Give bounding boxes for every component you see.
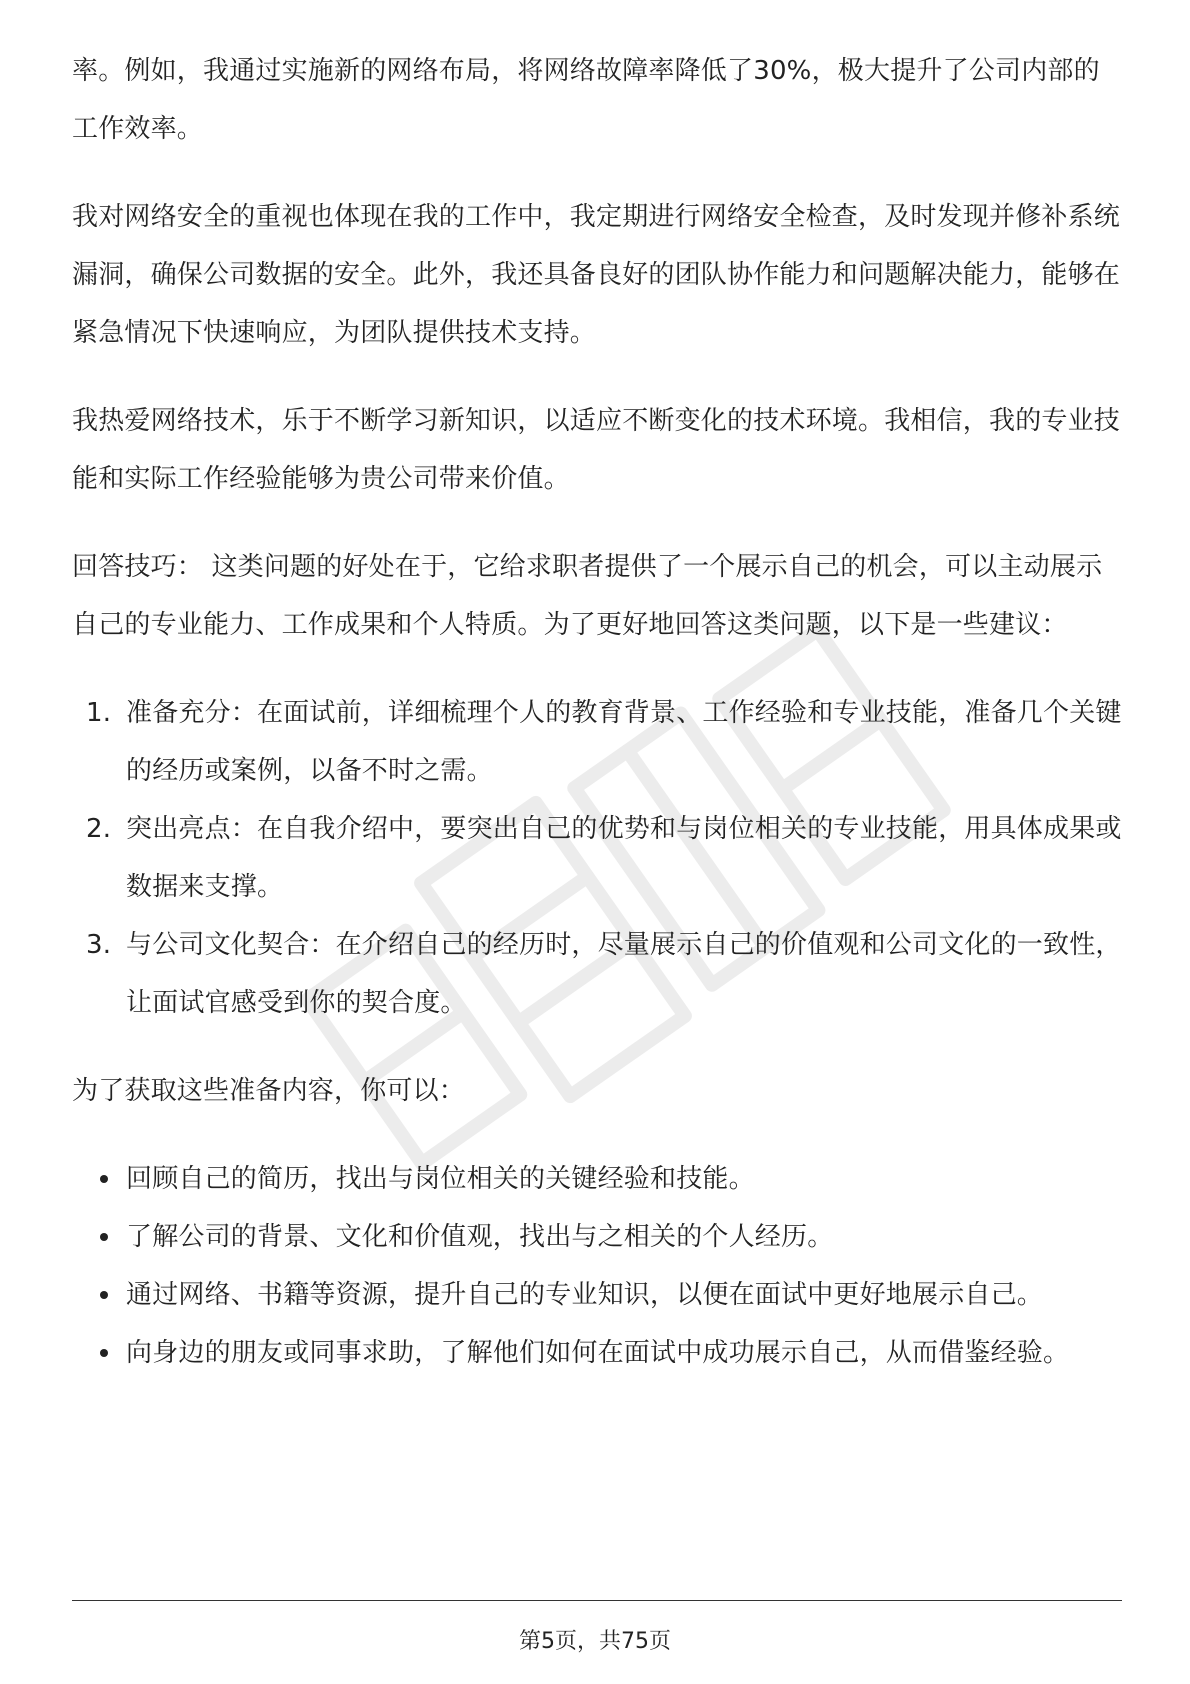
paragraph-preparation-intro: 为了获取这些准备内容，你可以： [72, 1076, 466, 1106]
bullet-preparation-list [72, 1150, 1122, 1382]
list-item [72, 916, 1122, 1032]
list-item [72, 800, 1122, 916]
paragraph-answer-tips: 回答技巧： 这类问题的好处在于，它给求职者提供了一个展示自己的机会，可以主动展示自己的专业能力、工作成果和个人特质。为了更好地回答这类问题，以下是一些建议： [72, 552, 1103, 640]
list-item [72, 1266, 1122, 1324]
list-item-text: 与公司文化契合：在介绍自己的经历时，尽量展示自己的价值观和公司文化的一致性，让面试官感受到你的契合度。 [126, 930, 1122, 1018]
list-number: 3. [86, 930, 112, 960]
list-item-text: 通过网络、书籍等资源，提升自己的专业知识，以便在面试中更好地展示自己。 [126, 1280, 1044, 1310]
list-item-text: 准备充分：在面试前，详细梳理个人的教育背景、工作经验和专业技能，准备几个关键的经历或案例，以备不时之需。 [126, 698, 1122, 786]
bullet-icon [100, 1349, 108, 1357]
list-item-text: 突出亮点：在自我介绍中，要突出自己的优势和与岗位相关的专业技能，用具体成果或数据来支撑。 [126, 814, 1122, 902]
list-number: 1. [86, 698, 112, 728]
list-item [72, 1208, 1122, 1266]
list-item [72, 684, 1122, 800]
main-content [72, 42, 1122, 1382]
page-number: 第5页，共75页 [519, 1629, 671, 1654]
paragraph-intro-continuation: 率。例如，我通过实施新的网络布局，将网络故障率降低了30%，极大提升了公司内部的工作效率。 [72, 56, 1100, 144]
numbered-suggestions-list [72, 684, 1122, 1032]
bullet-icon [100, 1233, 108, 1241]
list-item-text: 向身边的朋友或同事求助，了解他们如何在面试中成功展示自己，从而借鉴经验。 [126, 1338, 1070, 1368]
list-item-text: 了解公司的背景、文化和价值观，找出与之相关的个人经历。 [126, 1222, 834, 1252]
paragraph-passion: 我热爱网络技术，乐于不断学习新知识，以适应不断变化的技术环境。我相信，我的专业技能和实际工作经验能够为贵公司带来价值。 [72, 406, 1121, 494]
paragraph-network-security: 我对网络安全的重视也体现在我的工作中，我定期进行网络安全检查，及时发现并修补系统漏洞，确保公司数据的安全。此外，我还具备良好的团队协作能力和问题解决能力，能够在紧急情况下快速响应，为团队提供技术支持。 [72, 202, 1121, 348]
footer-divider [72, 1600, 1122, 1601]
bullet-icon [100, 1291, 108, 1299]
list-item [72, 1324, 1122, 1382]
list-item [72, 1150, 1122, 1208]
list-item-text: 回顾自己的简历，找出与岗位相关的关键经验和技能。 [126, 1164, 755, 1194]
bullet-icon [100, 1175, 108, 1183]
list-number: 2. [86, 814, 112, 844]
